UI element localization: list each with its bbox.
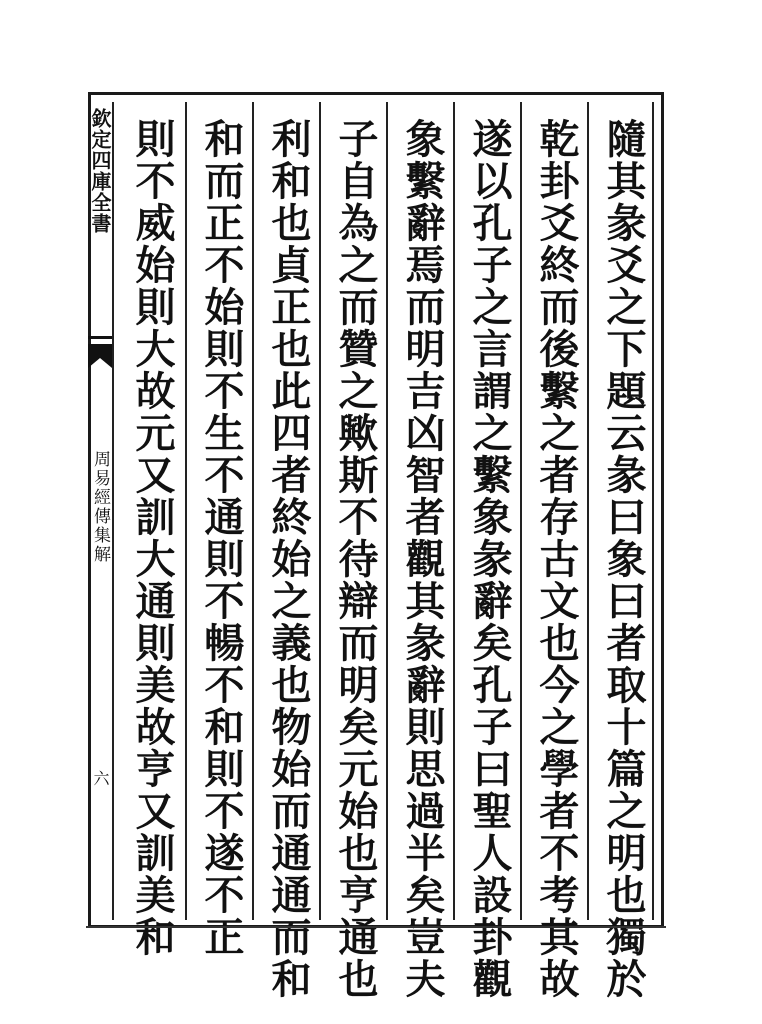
column-divider (319, 102, 321, 920)
text-column: 和而正不始則不生不通則不暢不和則不遂不正 (198, 118, 245, 958)
text-column: 利和也貞正也此四者終始之義也物始而通通而和 (265, 118, 312, 1000)
text-column: 象繫辭焉而明吉凶智者觀其彖辭則思過半矣豈夫 (399, 118, 446, 1000)
book-title: 周易經傳集解 (90, 450, 110, 564)
column-divider (185, 102, 187, 920)
text-column: 遂以孔子之言謂之繫象彖辭矣孔子曰聖人設卦觀 (466, 118, 513, 1000)
bottom-rule (86, 926, 666, 928)
page-number: 六 (91, 770, 110, 786)
text-column: 則不威始則大故元又訓大通則美故亨又訓美和 (129, 118, 176, 958)
text-column: 隨其彖爻之下題云彖曰象曰者取十篇之明也獨於 (600, 118, 647, 1000)
text-column: 子自為之而贊之歟斯不待辯而明矣元始也亨通也 (332, 118, 379, 1000)
text-column: 乾卦爻終而後繫之者存古文也今之學者不考其故 (533, 118, 580, 1000)
column-divider (386, 102, 388, 920)
collection-title: 欽定四庫全書 (88, 108, 112, 234)
column-divider (252, 102, 254, 920)
column-divider (587, 102, 589, 920)
column-divider (520, 102, 522, 920)
column-divider (453, 102, 455, 920)
fish-tail-mark-icon (88, 336, 112, 376)
